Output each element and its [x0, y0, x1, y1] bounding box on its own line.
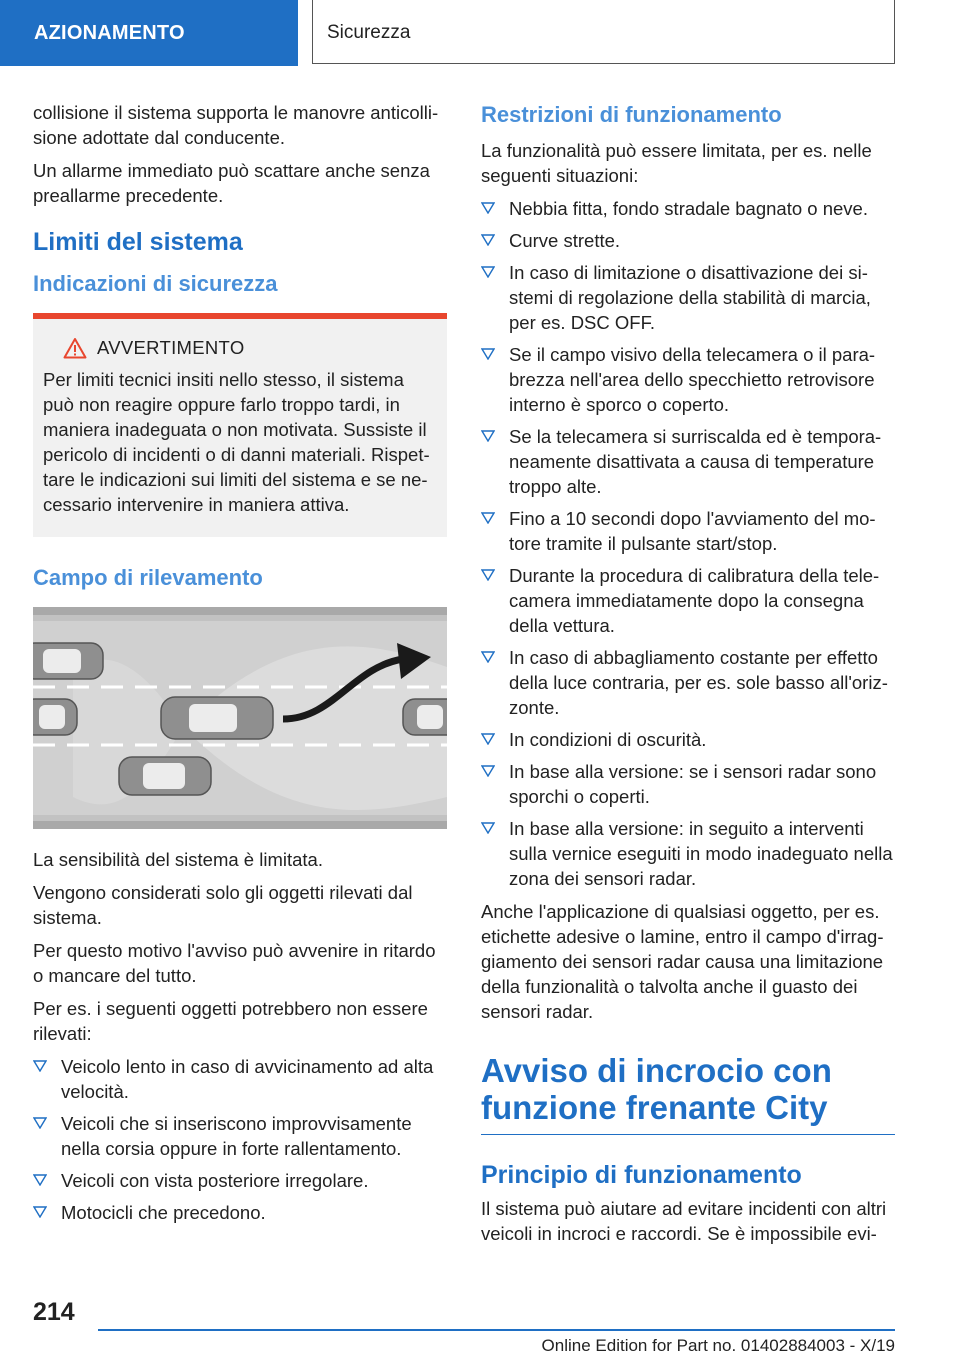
list-bullet-triangle-icon [481, 765, 495, 777]
ego-car [161, 697, 273, 739]
paragraph: Per es. i seguenti oggetti potrebbero non essere rilevati: [33, 998, 428, 1044]
left-column [33, 100, 447, 1233]
list-item: Veicolo lento in caso di avvicinamento ad alta velocità. [33, 1054, 447, 1104]
paragraph: Per questo motivo l'avviso può avvenire in ritardo o mancare del tutto. [33, 940, 436, 986]
list-item: Nebbia fitta, fondo stradale bagnato o neve. [481, 196, 895, 221]
restrictions-list [481, 196, 895, 891]
section-title: Sicurezza [312, 0, 895, 64]
heading-indicazioni: Indicazioni di sicurezza [33, 271, 278, 296]
list-item: In caso di abbagliamento costante per effetto della luce contraria, per es. sole basso all'oriz-zonte. [481, 645, 895, 720]
warning-triangle-icon [63, 337, 87, 359]
list-item: Durante la procedura di calibratura della tele-camera immediatamente dopo la consegna della vettura. [481, 563, 895, 638]
warning-header [43, 337, 435, 359]
list-bullet-triangle-icon [481, 822, 495, 834]
section-title-avviso: Avviso di incrocio con funzione frenante City [481, 1052, 895, 1135]
page-header [0, 0, 960, 66]
heading-limiti: Limiti del sistema [33, 228, 243, 256]
paragraph: La funzionalità può essere limitata, per es. nelle seguenti situazioni: [481, 140, 872, 186]
list-item: Motocicli che precedono. [33, 1200, 447, 1225]
list-bullet-triangle-icon [481, 266, 495, 278]
warning-text: Per limiti tecnici insiti nello stesso, il sistema può non reagire oppure farlo troppo tardi, in maniera inadeguata o non motivata. Sussiste il pericolo di incidenti o di danni materiali. Rispet-tare le indicazioni sui limiti del sistema e se ne-cessario intervenire in maniera attiva. [43, 369, 430, 515]
car [403, 699, 447, 735]
list-item: Curve strette. [481, 228, 895, 253]
paragraph: Il sistema può aiutare ad evitare incidenti con altri veicoli in incroci e raccordi. Se è impossibile evi- [481, 1198, 887, 1244]
undetected-objects-list [33, 1054, 447, 1225]
detection-field-illustration [33, 607, 447, 829]
car [33, 699, 77, 735]
paragraph: Vengono considerati solo gli oggetti rilevati dal sistema. [33, 882, 413, 928]
heading-campo: Campo di rilevamento [33, 565, 263, 590]
paragraph: Un allarme immediato può scattare anche senza preallarme precedente. [33, 160, 430, 206]
list-bullet-triangle-icon [33, 1174, 47, 1186]
warning-title: AVVERTIMENTO [97, 337, 245, 358]
footer-edition: Online Edition for Part no. 01402884003 - X/19 [541, 1336, 895, 1355]
paragraph: collisione il sistema supporta le manovre anticolli-sione adottate dal conducente. [33, 102, 439, 148]
list-bullet-triangle-icon [481, 202, 495, 214]
list-bullet-triangle-icon [481, 733, 495, 745]
list-item: Se la telecamera si surriscalda ed è tempora-neamente disattivata a causa di temperature troppo alte. [481, 424, 895, 499]
car [33, 643, 103, 679]
heading-restrizioni: Restrizioni di funzionamento [481, 102, 782, 127]
list-item: In caso di limitazione o disattivazione dei si-stemi di regolazione della stabilità di marcia, per es. DSC OFF. [481, 260, 895, 335]
list-item: In base alla versione: se i sensori radar sono sporchi o coperti. [481, 759, 895, 809]
list-item: In condizioni di oscurità. [481, 727, 895, 752]
warning-box [33, 319, 447, 537]
chapter-tab: AZIONAMENTO [0, 0, 298, 66]
list-bullet-triangle-icon [33, 1206, 47, 1218]
list-bullet-triangle-icon [481, 569, 495, 581]
list-bullet-triangle-icon [481, 651, 495, 663]
right-column [481, 100, 895, 1254]
list-bullet-triangle-icon [481, 512, 495, 524]
list-item: Fino a 10 secondi dopo l'avviamento del mo-tore tramite il pulsante start/stop. [481, 506, 895, 556]
paragraph: La sensibilità del sistema è limitata. [33, 849, 323, 870]
list-bullet-triangle-icon [33, 1060, 47, 1072]
list-bullet-triangle-icon [33, 1117, 47, 1129]
list-bullet-triangle-icon [481, 348, 495, 360]
list-item: Veicoli con vista posteriore irregolare. [33, 1168, 447, 1193]
car [119, 757, 211, 795]
page-number: 214 [33, 1298, 75, 1326]
list-item: Veicoli che si inseriscono improvvisamente nella corsia oppure in forte rallentamento. [33, 1111, 447, 1161]
footer-rule [98, 1329, 895, 1331]
list-item: Se il campo visivo della telecamera o il para-brezza nell'area dello specchietto retrovisore interno è sporco o coperto. [481, 342, 895, 417]
paragraph: Anche l'applicazione di qualsiasi oggetto, per es. etichette adesive o lamine, entro il campo d'irrag-giamento dei sensori radar causa una limitazione della funzionalità o talvolta anche il guasto dei sensori radar. [481, 901, 884, 1022]
list-bullet-triangle-icon [481, 234, 495, 246]
heading-principio: Principio di funzionamento [481, 1161, 802, 1189]
list-bullet-triangle-icon [481, 430, 495, 442]
list-item: In base alla versione: in seguito a interventi sulla vernice eseguiti in modo inadeguato nella zona dei sensori radar. [481, 816, 895, 891]
